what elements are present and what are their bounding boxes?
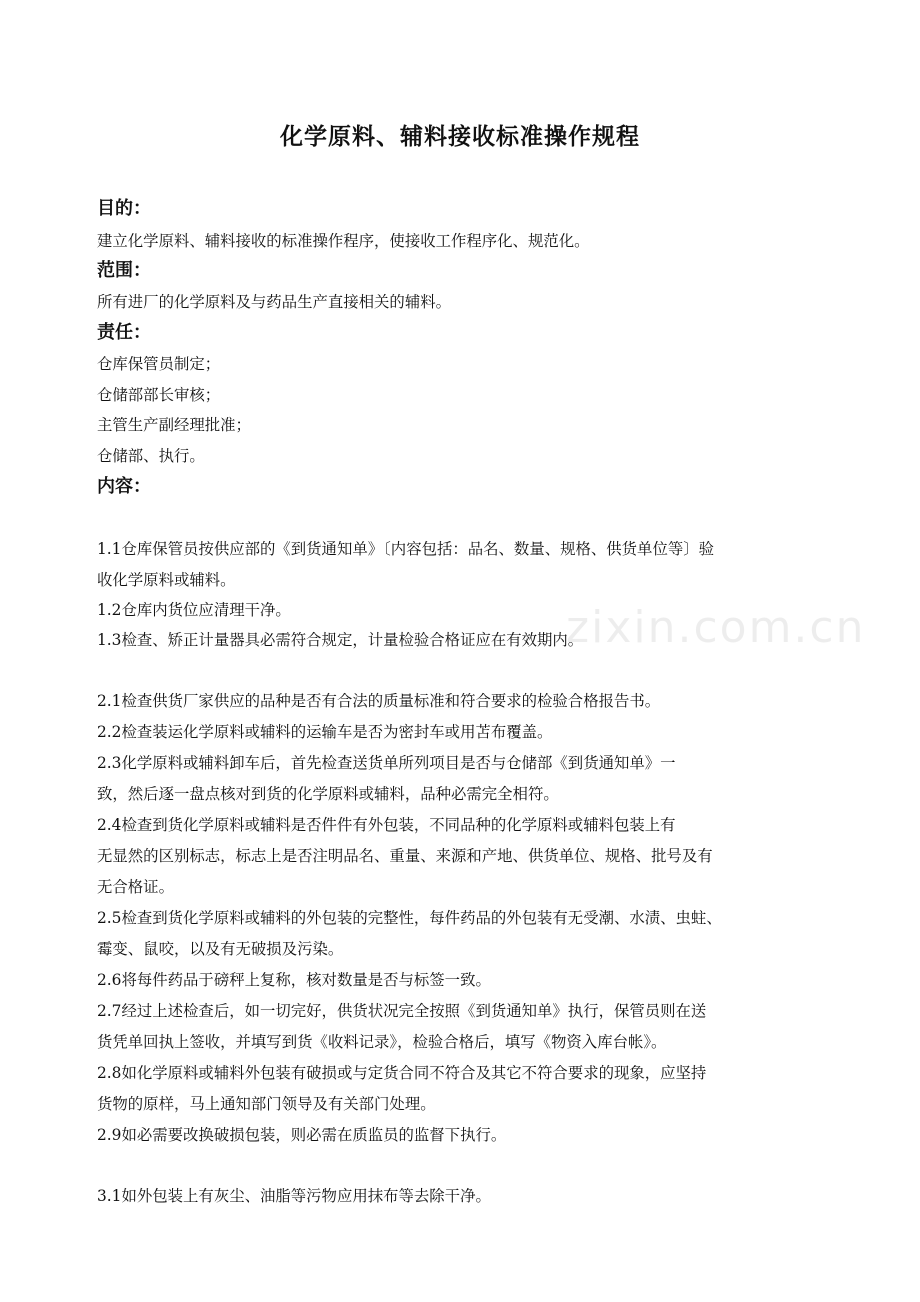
responsibility-line: 仓库保管员制定； bbox=[97, 355, 221, 373]
content-line: 2.7经过上述检查后，如一切完好，供货状况完全按照《到货通知单》执行，保管员则在送 bbox=[97, 1002, 707, 1020]
content-line: 2.3化学原料或辅料卸车后，首先检查送货单所列项目是否与仓储部《到货通知单》一 bbox=[97, 754, 676, 772]
document-title: 化学原料、辅料接收标准操作规程 bbox=[280, 124, 640, 150]
content-line: 2.4检查到货化学原料或辅料是否件件有外包装，不同品种的化学原料或辅料包装上有 bbox=[97, 816, 676, 834]
content-line: 收化学原料或辅料。 bbox=[97, 571, 236, 589]
content-line: 无显然的区别标志，标志上是否注明品名、重量、来源和产地、供货单位、规格、批号及有 bbox=[97, 847, 713, 865]
content-line: 货凭单回执上签收，并填写到货《收料记录》，检验合格后，填写《物资入库台帐》。 bbox=[97, 1033, 667, 1051]
scope-text: 所有进厂的化学原料及与药品生产直接相关的辅料。 bbox=[97, 293, 451, 311]
responsibility-line: 仓储部部长审核； bbox=[97, 386, 221, 404]
content-line: 2.9如必需要改换破损包装，则必需在质监员的监督下执行。 bbox=[97, 1126, 507, 1144]
responsibility-line: 主管生产副经理批准； bbox=[97, 416, 251, 434]
responsibility-line: 仓储部、执行。 bbox=[97, 447, 205, 465]
content-line: 2.1检查供货厂家供应的品种是否有合法的质量标准和符合要求的检验合格报告书。 bbox=[97, 692, 661, 710]
heading-content: 内容： bbox=[97, 476, 151, 497]
heading-responsibility: 责任： bbox=[97, 322, 151, 343]
content-line: 1.1仓库保管员按供应部的《到货通知单》〔内容包括：品名、数量、规格、供货单位等〕验 bbox=[97, 540, 715, 558]
purpose-text: 建立化学原料、辅料接收的标准操作程序，使接收工作程序化、规范化。 bbox=[97, 232, 590, 250]
content-line: 货物的原样，马上通知部门领导及有关部门处理。 bbox=[97, 1095, 436, 1113]
content-line: 1.3检查、矫正计量器具必需符合规定，计量检验合格证应在有效期内。 bbox=[97, 631, 584, 649]
heading-scope: 范围： bbox=[97, 260, 151, 281]
heading-purpose: 目的： bbox=[97, 198, 151, 219]
watermark-text: zixin.com.cn bbox=[566, 602, 866, 653]
content-line: 致，然后逐一盘点核对到货的化学原料或辅料，品种必需完全相符。 bbox=[97, 785, 559, 803]
content-line: 2.2检查装运化学原料或辅料的运输车是否为密封车或用苫布覆盖。 bbox=[97, 723, 553, 741]
content-line: 无合格证。 bbox=[97, 878, 174, 896]
content-line: 3.1如外包装上有灰尘、油脂等污物应用抹布等去除干净。 bbox=[97, 1187, 491, 1205]
content-line: 霉变、鼠咬，以及有无破损及污染。 bbox=[97, 940, 344, 958]
content-line: 1.2仓库内货位应清理干净。 bbox=[97, 601, 291, 619]
content-line: 2.8如化学原料或辅料外包装有破损或与定货合同不符合及其它不符合要求的现象，应坚持 bbox=[97, 1064, 707, 1082]
content-line: 2.5检查到货化学原料或辅料的外包装的完整性，每件药品的外包装有无受潮、水渍、虫蛀、 bbox=[97, 909, 722, 927]
content-line: 2.6将每件药品于磅秤上复称，核对数量是否与标签一致。 bbox=[97, 971, 491, 989]
